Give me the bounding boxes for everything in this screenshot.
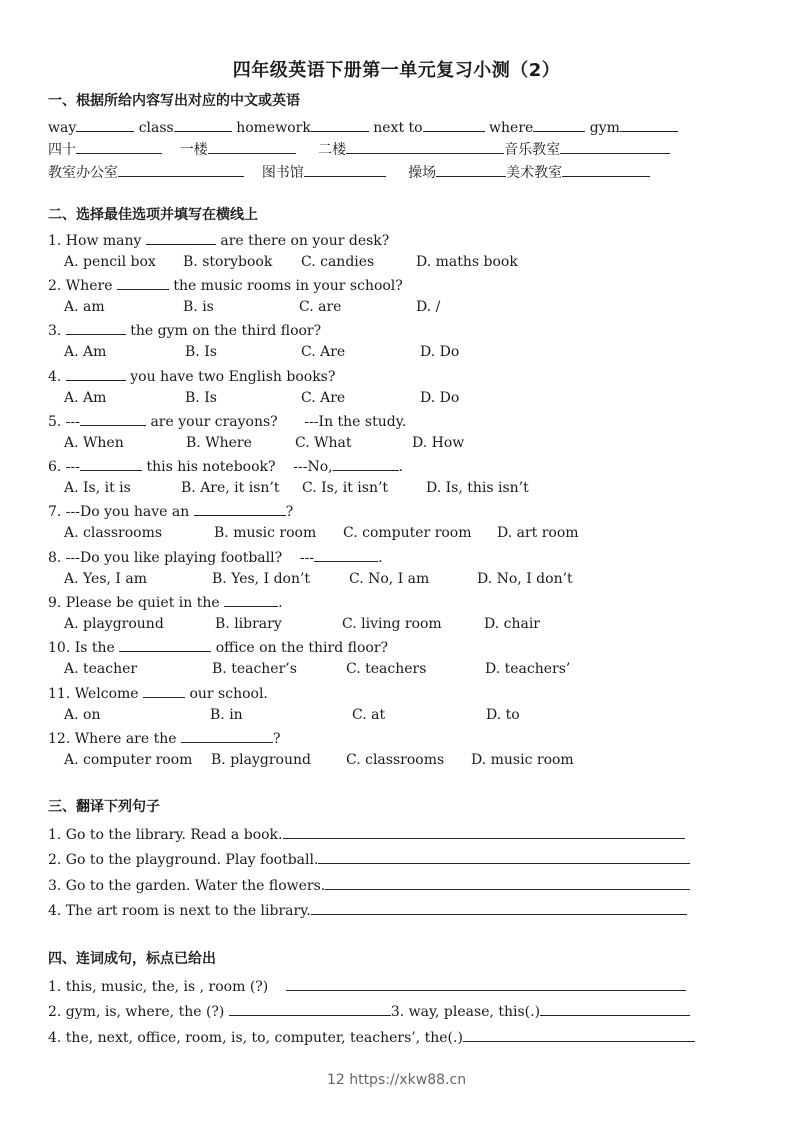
option-a[interactable]: A. Am bbox=[64, 390, 107, 406]
question-stem: 12. Where are the bbox=[48, 731, 181, 747]
question-stem: 11. Welcome bbox=[48, 686, 144, 702]
option-d[interactable]: D. art room bbox=[497, 525, 579, 541]
option-b[interactable]: B. storybook bbox=[183, 254, 273, 270]
option-d[interactable]: D. Do bbox=[420, 344, 460, 360]
sentence-text: 3. Go to the garden. Water the flowers. bbox=[48, 878, 326, 894]
translate-item-3 bbox=[48, 875, 690, 895]
option-b[interactable]: B. in bbox=[210, 707, 243, 723]
option-c[interactable]: C. are bbox=[299, 299, 342, 315]
translate-item-2 bbox=[48, 849, 690, 869]
question-stem: the music rooms in your school? bbox=[168, 278, 403, 294]
question-text bbox=[48, 456, 403, 476]
answer-blank[interactable] bbox=[540, 1001, 690, 1016]
option-a[interactable]: A. classrooms bbox=[64, 525, 163, 541]
option-a[interactable]: A. Is, it is bbox=[64, 480, 131, 496]
question-stem: . bbox=[398, 459, 404, 475]
vocab-row-2 bbox=[48, 139, 670, 159]
word-list: 4. the, next, office, room, is, to, computer, teachers’, the(.) bbox=[48, 1030, 463, 1046]
vocab-term: next to bbox=[373, 120, 423, 136]
question-stem: office on the third floor? bbox=[211, 640, 389, 656]
option-b[interactable]: B. Where bbox=[186, 435, 252, 451]
answer-blank[interactable] bbox=[463, 1027, 695, 1042]
option-a[interactable]: A. playground bbox=[64, 616, 164, 632]
option-d[interactable]: D. teachers’ bbox=[485, 661, 571, 677]
vocab-term: class bbox=[138, 120, 174, 136]
option-b[interactable]: B. is bbox=[183, 299, 214, 315]
option-c[interactable]: C. teachers bbox=[346, 661, 427, 677]
answer-blank[interactable] bbox=[66, 366, 126, 381]
answer-blank[interactable] bbox=[118, 162, 244, 177]
answer-blank[interactable] bbox=[304, 162, 386, 177]
answer-blank[interactable] bbox=[208, 139, 296, 154]
answer-blank[interactable] bbox=[423, 117, 485, 132]
question-stem: 10. Is the bbox=[48, 640, 120, 656]
vocab-term: where bbox=[489, 120, 534, 136]
vocab-term: 图书馆 bbox=[261, 165, 304, 181]
question-stem: 2. Where bbox=[48, 278, 117, 294]
option-b[interactable]: B. library bbox=[215, 616, 282, 632]
vocab-term: 音乐教室 bbox=[504, 142, 561, 158]
page-title: 四年级英语下册第一单元复习小测（2） bbox=[232, 60, 561, 81]
question-text bbox=[48, 501, 293, 521]
vocab-row-1 bbox=[48, 117, 678, 137]
vocab-term: 美术教室 bbox=[506, 165, 563, 181]
question-stem: . bbox=[378, 550, 383, 566]
vocab-term: gym bbox=[589, 120, 620, 136]
translate-item-4 bbox=[48, 900, 687, 920]
option-d[interactable]: D. How bbox=[412, 435, 465, 451]
option-c[interactable]: C. living room bbox=[342, 616, 442, 632]
option-d[interactable]: D. chair bbox=[484, 616, 540, 632]
answer-blank[interactable] bbox=[194, 501, 286, 516]
option-a[interactable]: A. Am bbox=[64, 344, 107, 360]
answer-blank[interactable] bbox=[80, 411, 146, 426]
option-c[interactable]: C. classrooms bbox=[346, 752, 445, 768]
option-d[interactable]: D. to bbox=[486, 707, 520, 723]
answer-blank[interactable] bbox=[146, 230, 216, 245]
question-stem: 1. How many bbox=[48, 233, 146, 249]
option-d[interactable]: D. maths book bbox=[416, 254, 518, 270]
answer-blank[interactable] bbox=[229, 1001, 391, 1016]
vocab-row-3 bbox=[48, 162, 650, 182]
vocab-term: homework bbox=[236, 120, 311, 136]
question-text bbox=[48, 728, 281, 748]
question-text bbox=[48, 230, 389, 250]
option-d[interactable]: D. / bbox=[416, 299, 441, 315]
answer-blank[interactable] bbox=[436, 162, 506, 177]
answer-blank[interactable] bbox=[286, 976, 686, 991]
answer-blank[interactable] bbox=[76, 139, 162, 154]
sentence-text: 1. Go to the library. Read a book. bbox=[48, 827, 283, 843]
word-list: 2. gym, is, where, the (?) bbox=[48, 1004, 225, 1020]
question-stem: our school. bbox=[185, 686, 268, 702]
question-text bbox=[48, 547, 383, 567]
option-a[interactable]: A. computer room bbox=[64, 752, 193, 768]
translate-item-1 bbox=[48, 824, 685, 844]
option-a[interactable]: A. on bbox=[64, 707, 101, 723]
answer-blank[interactable] bbox=[174, 117, 232, 132]
option-a[interactable]: A. pencil box bbox=[64, 254, 156, 270]
question-stem: this his notebook? ---No, bbox=[142, 459, 333, 475]
answer-blank[interactable] bbox=[318, 849, 690, 864]
answer-blank[interactable] bbox=[80, 456, 142, 471]
option-c[interactable]: C. candies bbox=[301, 254, 375, 270]
answer-blank[interactable] bbox=[314, 547, 378, 562]
vocab-term: 一楼 bbox=[179, 142, 208, 158]
answer-blank[interactable] bbox=[311, 117, 369, 132]
option-d[interactable]: D. Do bbox=[420, 390, 460, 406]
reorder-item-2-3 bbox=[48, 1001, 690, 1021]
question-stem: 5. --- bbox=[48, 414, 80, 430]
question-stem: 6. --- bbox=[48, 459, 80, 475]
option-a[interactable]: A. teacher bbox=[64, 661, 138, 677]
answer-blank[interactable] bbox=[562, 162, 650, 177]
answer-blank[interactable] bbox=[560, 139, 670, 154]
question-text bbox=[48, 275, 403, 295]
question-stem: you have two English books? bbox=[125, 369, 336, 385]
vocab-term: 教室办公室 bbox=[48, 165, 118, 181]
word-list: 1. this, music, the, is , room (?) bbox=[48, 979, 269, 995]
option-c[interactable]: C. Is, it isn’t bbox=[302, 480, 389, 496]
question-stem: 8. ---Do you like playing football? --- bbox=[48, 550, 315, 566]
question-text bbox=[48, 637, 388, 657]
option-d[interactable]: D. Is, this isn’t bbox=[426, 480, 529, 496]
sentence-text: 2. Go to the playground. Play football. bbox=[48, 852, 319, 868]
section2-heading: 二、选择最佳选项并填写在横线上 bbox=[48, 207, 258, 223]
answer-blank[interactable] bbox=[224, 592, 278, 607]
section4-heading: 四、连词成句，标点已给出 bbox=[48, 951, 216, 967]
option-c[interactable]: C. Are bbox=[301, 390, 346, 406]
option-b[interactable]: B. Are, it isn’t bbox=[181, 480, 280, 496]
question-stem: 7. ---Do you have an bbox=[48, 504, 194, 520]
option-c[interactable]: C. What bbox=[295, 435, 352, 451]
answer-blank[interactable] bbox=[311, 900, 687, 915]
word-list: 3. way, please, this(.) bbox=[390, 1004, 541, 1020]
answer-blank[interactable] bbox=[119, 637, 211, 652]
question-stem: are your crayons? ---In the study. bbox=[146, 414, 407, 430]
question-stem: the gym on the third floor? bbox=[125, 323, 322, 339]
question-text bbox=[48, 366, 335, 386]
option-a[interactable]: A. Yes, I am bbox=[64, 571, 148, 587]
option-c[interactable]: C. computer room bbox=[343, 525, 472, 541]
reorder-item-4 bbox=[48, 1027, 695, 1047]
option-b[interactable]: B. teacher’s bbox=[212, 661, 297, 677]
vocab-term: way bbox=[48, 120, 77, 136]
option-b[interactable]: B. music room bbox=[214, 525, 317, 541]
answer-blank[interactable] bbox=[181, 728, 273, 743]
option-a[interactable]: A. When bbox=[64, 435, 124, 451]
page-footer: 12 https://xkw88.cn bbox=[326, 1072, 467, 1088]
answer-blank[interactable] bbox=[620, 117, 678, 132]
option-b[interactable]: B. Is bbox=[185, 390, 217, 406]
reorder-item-1 bbox=[48, 976, 686, 996]
question-text bbox=[48, 592, 283, 612]
question-stem: ? bbox=[273, 731, 281, 747]
answer-blank[interactable] bbox=[346, 139, 504, 154]
question-stem: 3. bbox=[48, 323, 66, 339]
vocab-term: 操场 bbox=[408, 165, 437, 181]
question-text bbox=[48, 320, 321, 340]
option-c[interactable]: C. Are bbox=[301, 344, 346, 360]
question-stem: 9. Please be quiet in the bbox=[48, 595, 225, 611]
question-text bbox=[48, 411, 406, 431]
answer-blank[interactable] bbox=[533, 117, 585, 132]
option-c[interactable]: C. No, I am bbox=[349, 571, 430, 587]
question-stem: 4. bbox=[48, 369, 66, 385]
answer-blank[interactable] bbox=[283, 824, 685, 839]
answer-blank[interactable] bbox=[76, 117, 134, 132]
section1-heading: 一、根据所给内容写出对应的中文或英语 bbox=[48, 93, 300, 109]
section3-heading: 三、翻译下列句子 bbox=[48, 799, 160, 815]
question-stem: . bbox=[278, 595, 283, 611]
answer-blank[interactable] bbox=[117, 275, 169, 290]
answer-blank[interactable] bbox=[143, 683, 185, 698]
option-b[interactable]: B. playground bbox=[211, 752, 311, 768]
question-stem: ? bbox=[285, 504, 294, 520]
answer-blank[interactable] bbox=[66, 320, 126, 335]
sentence-text: 4. The art room is next to the library. bbox=[48, 903, 311, 919]
answer-blank[interactable] bbox=[325, 875, 690, 890]
question-stem: are there on your desk? bbox=[215, 233, 390, 249]
option-d[interactable]: D. music room bbox=[471, 752, 574, 768]
option-d[interactable]: D. No, I don’t bbox=[477, 571, 573, 587]
option-c[interactable]: C. at bbox=[352, 707, 386, 723]
vocab-term: 四十 bbox=[48, 142, 76, 158]
question-text bbox=[48, 683, 268, 703]
option-b[interactable]: B. Is bbox=[185, 344, 217, 360]
vocab-term: 二楼 bbox=[318, 142, 347, 158]
option-a[interactable]: A. am bbox=[64, 299, 105, 315]
answer-blank[interactable] bbox=[333, 456, 399, 471]
option-b[interactable]: B. Yes, I don’t bbox=[212, 571, 311, 587]
